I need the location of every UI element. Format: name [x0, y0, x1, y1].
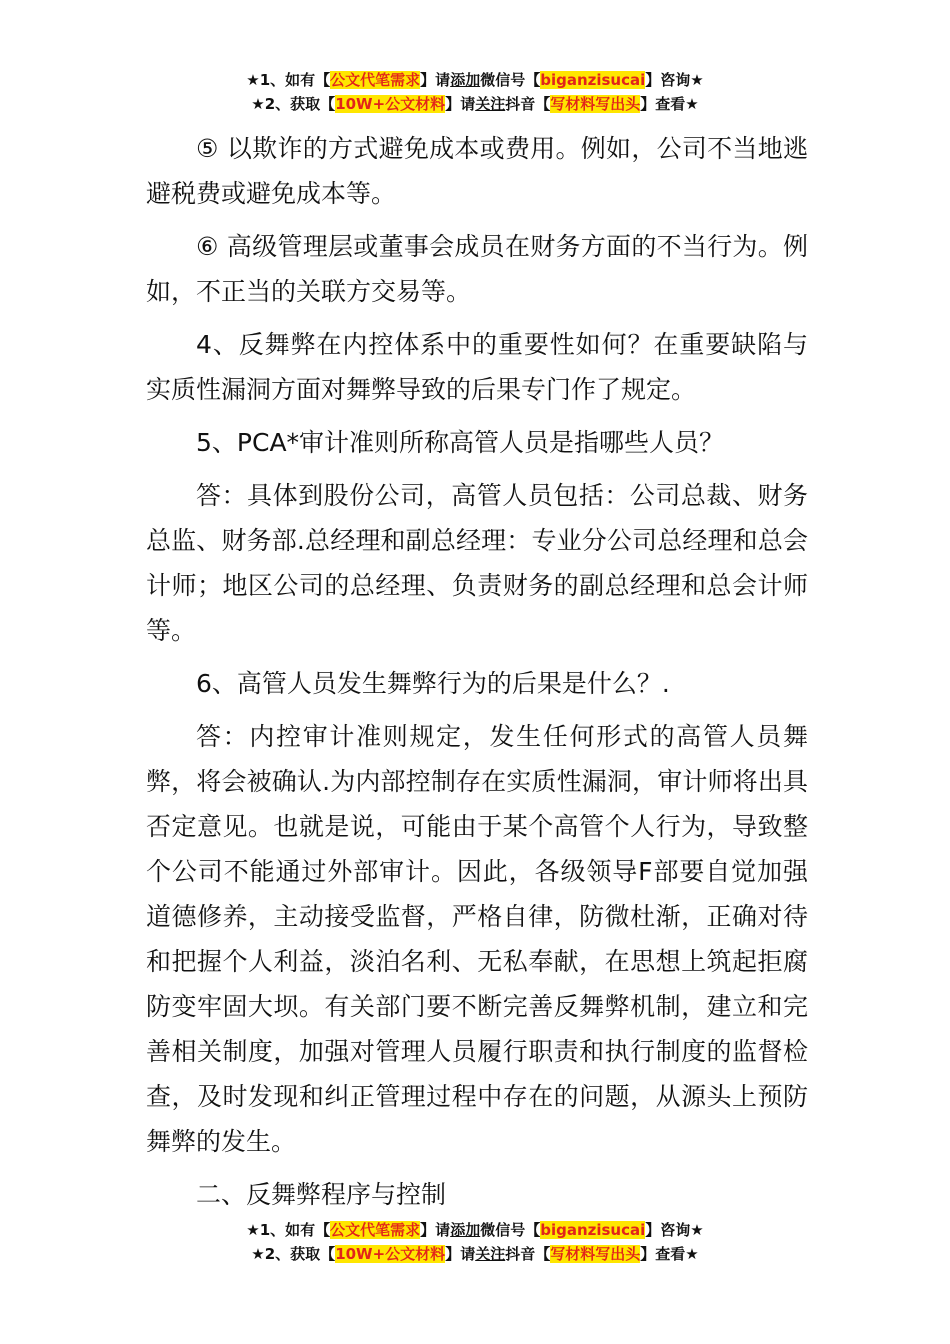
- paragraph-question-6: 6、高管人员发生舞弊行为的后果是什么？.: [196, 669, 670, 698]
- highlight-materials: 10W+公文材料: [335, 1245, 446, 1263]
- highlight-douyin-id: 写材料写出头: [550, 1245, 641, 1263]
- paragraph-question-5: 5、PCA*审计准则所称高管人员是指哪些人员？: [196, 428, 725, 457]
- paragraph-answer-5: 答：具体到股份公司，高管人员包括：公司总裁、财务总监、财务部.总经理和副总经理：专业分公司总经理和总会计师；地区公司的总经理、负责财务的副总经理和总会计师等。: [146, 481, 808, 645]
- paragraph-question-4: 4、反舞弊在内控体系中的重要性如何？在重要缺陷与实质性漏洞方面对舞弊导致的后果专门作了规定。: [146, 330, 808, 404]
- top-banner: [0, 68, 950, 116]
- bottom-banner: [0, 1218, 950, 1266]
- highlight-service: 公文代笔需求: [330, 71, 421, 89]
- paragraph-fraud-cost-avoidance: ⑤ 以欺诈的方式避免成本或费用。例如，公司不当地逃避税费或避免成本等。: [146, 134, 808, 208]
- banner-line-2: ★2、获取【10W+公文材料】请关注抖音【写材料写出头】查看★: [251, 95, 699, 113]
- section-heading-anti-fraud: 二、反舞弊程序与控制: [196, 1180, 447, 1209]
- banner-line-2: ★2、获取【10W+公文材料】请关注抖音【写材料写出头】查看★: [251, 1245, 699, 1263]
- paragraph-management-misconduct: ⑥ 高级管理层或董事会成员在财务方面的不当行为。例如，不正当的关联方交易等。: [146, 232, 808, 306]
- highlight-service: 公文代笔需求: [330, 1221, 421, 1239]
- highlight-douyin-id: 写材料写出头: [550, 95, 641, 113]
- document-body: [146, 126, 808, 1225]
- highlight-wechat-id: biganzisucai: [540, 71, 646, 89]
- banner-line-1: ★1、如有【公文代笔需求】请添加微信号【biganzisucai】咨询★: [246, 1221, 704, 1239]
- paragraph-answer-6: 答：内控审计准则规定，发生任何形式的高管人员舞弊，将会被确认.为内部控制存在实质性漏洞，审计师将出具否定意见。也就是说，可能由于某个高管个人行为，导致整个公司不能通过外部审计。因此，各级领导F部要自觉加强道德修养，主动接受监督，严格自律，防微杜渐，正确对待和把握个人利益，淡泊名利、无私奉献，在思想上筑起拒腐防变牢固大坝。有关部门要不断完善反舞弊机制，建立和完善相关制度，加强对管理人员履行职责和执行制度的监督检查，及时发现和纠正管理过程中存在的问题，从源头上预防舞弊的发生。: [146, 722, 808, 1156]
- highlight-wechat-id: biganzisucai: [540, 1221, 646, 1239]
- banner-line-1: ★1、如有【公文代笔需求】请添加微信号【biganzisucai】咨询★: [246, 71, 704, 89]
- highlight-materials: 10W+公文材料: [335, 95, 446, 113]
